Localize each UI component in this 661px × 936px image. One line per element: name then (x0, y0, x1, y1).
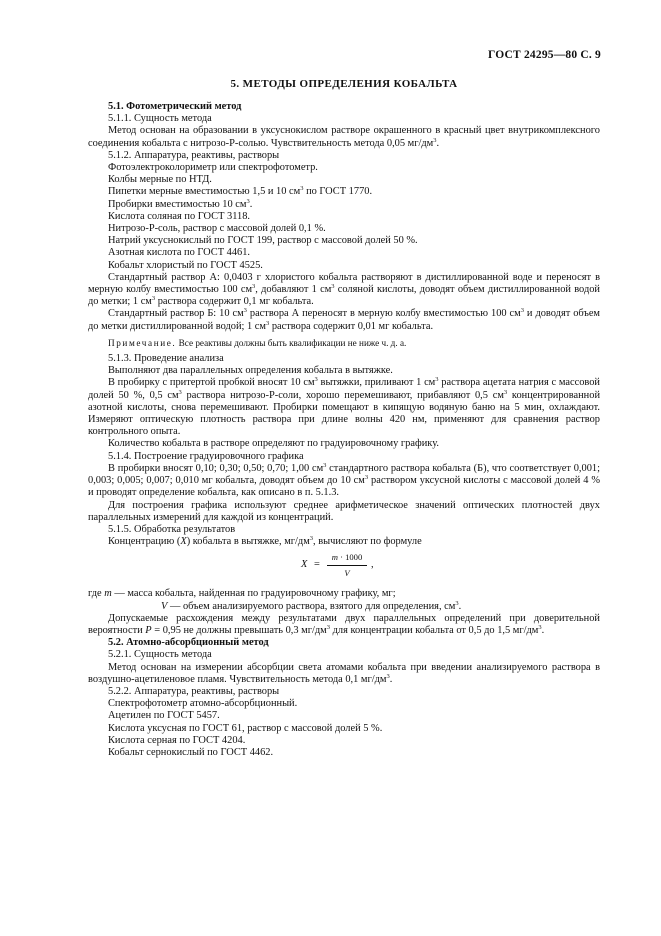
paragraph: 5.1.5. Обработка результатов (108, 523, 236, 535)
list-item: Кислота уксусная по ГОСТ 61, раствор с массовой долей 5 %. (108, 722, 383, 734)
list-item: Кислота соляная по ГОСТ 3118. (108, 210, 251, 222)
list-item: Спектрофотометр атомно-абсорбционный. (108, 698, 298, 710)
fraction-denominator: V (344, 567, 350, 578)
subsection-heading: 5.1. Фотометрический метод (108, 101, 242, 112)
paragraph: 5.1.3. Проведение анализа (108, 353, 224, 365)
document-body (88, 101, 600, 759)
paragraph: 5.1.1. Сущность метода (108, 113, 212, 125)
paragraph: Количество кобальта в растворе определяют по градуировочному графику. (108, 438, 439, 450)
paragraph: Метод основан на образовании в уксуснокислом растворе окрашенного в красный цвет внутрикомплексного соединения кобальта с нитрозо-Р-солью. Чувствительность метода 0,05 $мг/дм^3$. (88, 125, 600, 149)
list-item: Нитрозо-Р-соль, раствор с массовой долей 0,1 %. (108, 223, 326, 235)
paragraph: В пробирки вносят 0,10; 0,30; 0,50; 0,70; 1,00 $см^3$ стандартного раствора кобальта (Б), что соответствует 0,001; 0,003; 0,005; 0,007; 0,010 мг кобальта, доводят объем до 10 $см^3$ раствором уксусной кислоты с массовой долей 4 % и проводят определение кобальта, как описано в п. 5.1.3. (88, 461, 601, 499)
formula (88, 548, 600, 588)
subsection-heading: 5.2. Атомно-абсорбционный метод (108, 637, 269, 649)
section-title: 5. МЕТОДЫ ОПРЕДЕЛЕНИЯ КОБАЛЬТА (230, 78, 458, 90)
formula-lhs: X (301, 559, 308, 571)
formula-legend: где m — масса кобальта, найденная по градуировочному графику, мг; (88, 588, 396, 600)
paragraph: Допускаемые расхождения между результатами двух параллельных определений при доверительной вероятности P = 0,95 не должны превышать 0,3 $мг/дм^3$ для концентрации кобальта от 0,5 до 1,5 $мг/дм^3$. (88, 612, 600, 636)
list-item: Кобальт хлористый по ГОСТ 4525. (108, 259, 263, 271)
list-item: Натрий уксуснокислый по ГОСТ 199, раствор с массовой долей 50 %. (108, 235, 418, 247)
paragraph: 5.2.1. Сущность метода (108, 649, 212, 661)
list-item: Колбы мерные по НТД. (108, 174, 212, 186)
list-item: Пробирки вместимостью 10 $см^3$. (108, 197, 253, 210)
paragraph: В пробирку с притертой пробкой вносят 10 $см^3$ вытяжки, приливают 1 $см^3$ раствора ацетата натрия с массовой долей 50 %, 0,5 $см^3$ раствора нитрозо-Р-соли, хорошо перемешивают, прибавляют 0,5 $см^3$ концентрированной азотной кислоты, снова перемешивают. Пробирки помещают в кипящую водяную баню на 5 мин, охлаждают. Измеряют оптическую плотность раствора при длине волны 420 нм, применяют для сравнения раствор контрольного опыта. (88, 376, 601, 438)
paragraph: Стандартный раствор А: 0,0403 г хлористого кобальта растворяют в дистиллированной воде и переносят в мерную колбу вместимостью 100 $см^3$, добавляют 1 $см^3$ соляной кислоты, доводят объем дистиллированной водой до метки; 1 $см^3$ раствора содержит 0,1 мг кобальта. (88, 271, 600, 308)
formula-comma: , (371, 559, 374, 571)
paragraph: Для построения графика используют среднее арифметическое значений оптических плотностей двух параллельных измерений для каждой из концентраций. (88, 499, 600, 523)
paragraph: 5.1.4. Построение градуировочного графика (108, 450, 304, 462)
note-label: Примечание. (108, 337, 177, 348)
formula-equals: = (314, 559, 320, 571)
note: Примечание. Все реактивы должны быть квалификации не ниже ч. д. а. (108, 337, 407, 348)
list-item: Азотная кислота по ГОСТ 4461. (108, 247, 251, 259)
paragraph: Метод основан на измерении абсорбции света атомами кобальта при введении анализируемого раствора в воздушно-ацетиленовое пламя. Чувствительность метода 0,1 $мг/дм^3$. (88, 661, 600, 685)
fraction-numerator: m · 1000 (327, 551, 367, 565)
paragraph: 5.2.2. Аппаратура, реактивы, растворы (108, 685, 280, 697)
paragraph: 5.1.2. Аппаратура, реактивы, растворы (108, 149, 280, 161)
paragraph: Выполняют два параллельных определения кобальта в вытяжке. (108, 365, 393, 377)
paragraph: Концентрацию (X) кобальта в вытяжке, $мг/дм^3$, вычисляют по формуле (108, 535, 422, 548)
list-item: Пипетки мерные вместимостью 1,5 и 10 $см^3$ по ГОСТ 1770. (108, 185, 373, 198)
list-item: Кобальт сернокислый по ГОСТ 4462. (108, 746, 274, 758)
formula-fraction (327, 551, 367, 578)
page-header: ГОСТ 24295—80 С. 9 (488, 49, 601, 61)
paragraph: Стандартный раствор Б: 10 $см^3$ раствора А переносят в мерную колбу вместимостью 100 $см^3$ и доводят объем до метки дистиллированной водой; 1 $см^3$ раствора содержит 0,01 мг кобальта. (88, 307, 601, 332)
list-item: Ацетилен по ГОСТ 5457. (108, 710, 220, 722)
formula-legend: V — объем анализируемого раствора, взятого для определения, $см^3$. (161, 599, 462, 612)
list-item: Фотоэлектроколориметр или спектрофотометр. (108, 162, 318, 174)
list-item: Кислота серная по ГОСТ 4204. (108, 734, 246, 746)
